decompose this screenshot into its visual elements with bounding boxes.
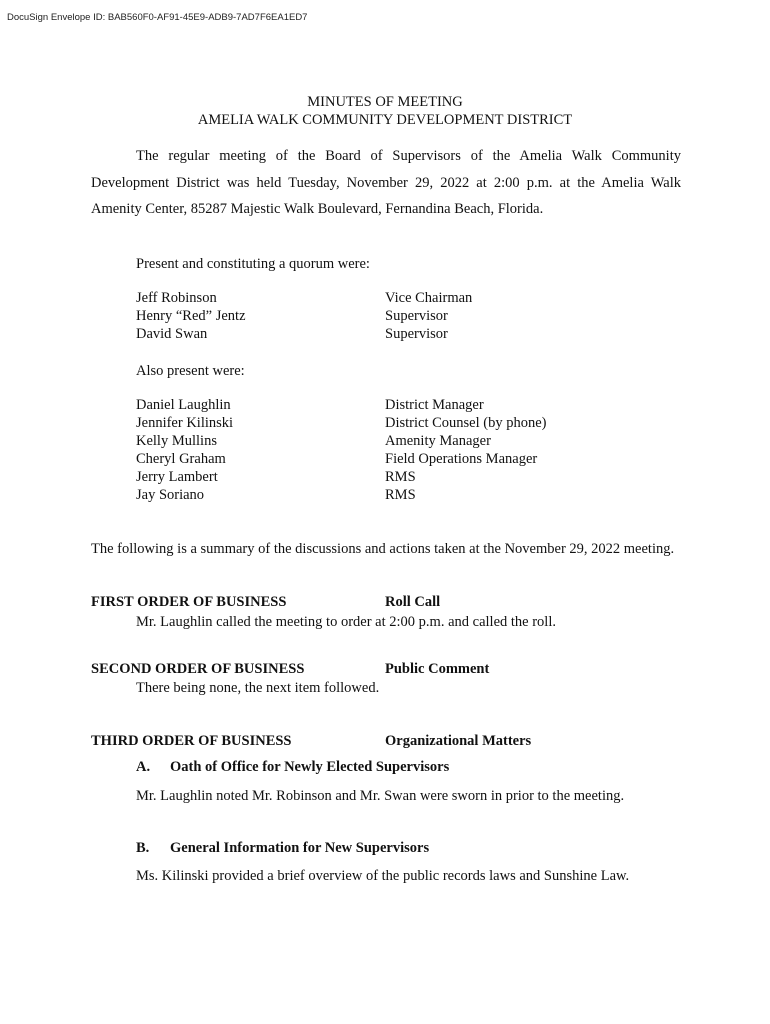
quorum-heading: Present and constituting a quorum were: <box>136 256 370 272</box>
envelope-id: DocuSign Envelope ID: BAB560F0-AF91-45E9-ADB9-7AD7F6EA1ED7 <box>7 12 308 23</box>
second-order-heading: SECOND ORDER OF BUSINESS <box>91 661 305 677</box>
attendee-role: Field Operations Manager <box>385 451 538 467</box>
quorum-role: Vice Chairman <box>385 290 473 306</box>
summary-paragraph: The following is a summary of the discussions and actions taken at the November 29, 2022 meeting. <box>91 541 675 557</box>
intro-paragraph: The regular meeting of the Board of Supervisors of the Amelia Walk Community Development District was held Tuesday, November 29, 2022 at 2:00 p.m. at the Amelia Walk Amenity Center, 85287 Majestic Walk Boulevard, Fernandina Beach, Florida. <box>91 148 681 217</box>
attendee-role: RMS <box>385 469 416 485</box>
quorum-name: David Swan <box>136 326 208 342</box>
attendee-role: District Manager <box>385 397 484 413</box>
second-order-topic: Public Comment <box>385 661 490 677</box>
subsection-a-letter: A. <box>136 759 151 775</box>
subsection-a-text: Mr. Laughlin noted Mr. Robinson and Mr. Swan were sworn in prior to the meeting. <box>136 788 625 804</box>
quorum-role: Supervisor <box>385 326 448 342</box>
document-subtitle: AMELIA WALK COMMUNITY DEVELOPMENT DISTRICT <box>197 112 573 128</box>
first-order-heading: FIRST ORDER OF BUSINESS <box>91 594 287 610</box>
attendee-name: Cheryl Graham <box>136 451 226 467</box>
quorum-name: Henry “Red” Jentz <box>136 308 246 324</box>
first-order-text: Mr. Laughlin called the meeting to order at 2:00 p.m. and called the roll. <box>136 614 556 630</box>
attendee-role: District Counsel (by phone) <box>385 415 547 431</box>
document-title: MINUTES OF MEETING <box>307 94 463 110</box>
third-order-heading: THIRD ORDER OF BUSINESS <box>91 733 292 749</box>
subsection-b-title: General Information for New Supervisors <box>170 840 430 856</box>
quorum-role: Supervisor <box>385 308 448 324</box>
attendee-name: Jerry Lambert <box>136 469 218 485</box>
second-order-text: There being none, the next item followed. <box>136 680 380 696</box>
subsection-a-title: Oath of Office for Newly Elected Supervisors <box>170 759 450 775</box>
attendee-name: Jay Soriano <box>136 487 205 503</box>
subsection-b-letter: B. <box>136 840 150 856</box>
attendee-role: Amenity Manager <box>385 433 491 449</box>
attendee-name: Kelly Mullins <box>136 433 217 449</box>
first-order-topic: Roll Call <box>385 594 441 610</box>
quorum-name: Jeff Robinson <box>136 290 217 306</box>
attendee-name: Daniel Laughlin <box>136 397 231 413</box>
attendee-name: Jennifer Kilinski <box>136 415 234 431</box>
subsection-b-text: Ms. Kilinski provided a brief overview of the public records laws and Sunshine Law. <box>136 868 630 884</box>
also-present-heading: Also present were: <box>136 363 245 379</box>
attendee-role: RMS <box>385 487 416 503</box>
third-order-topic: Organizational Matters <box>385 733 532 749</box>
